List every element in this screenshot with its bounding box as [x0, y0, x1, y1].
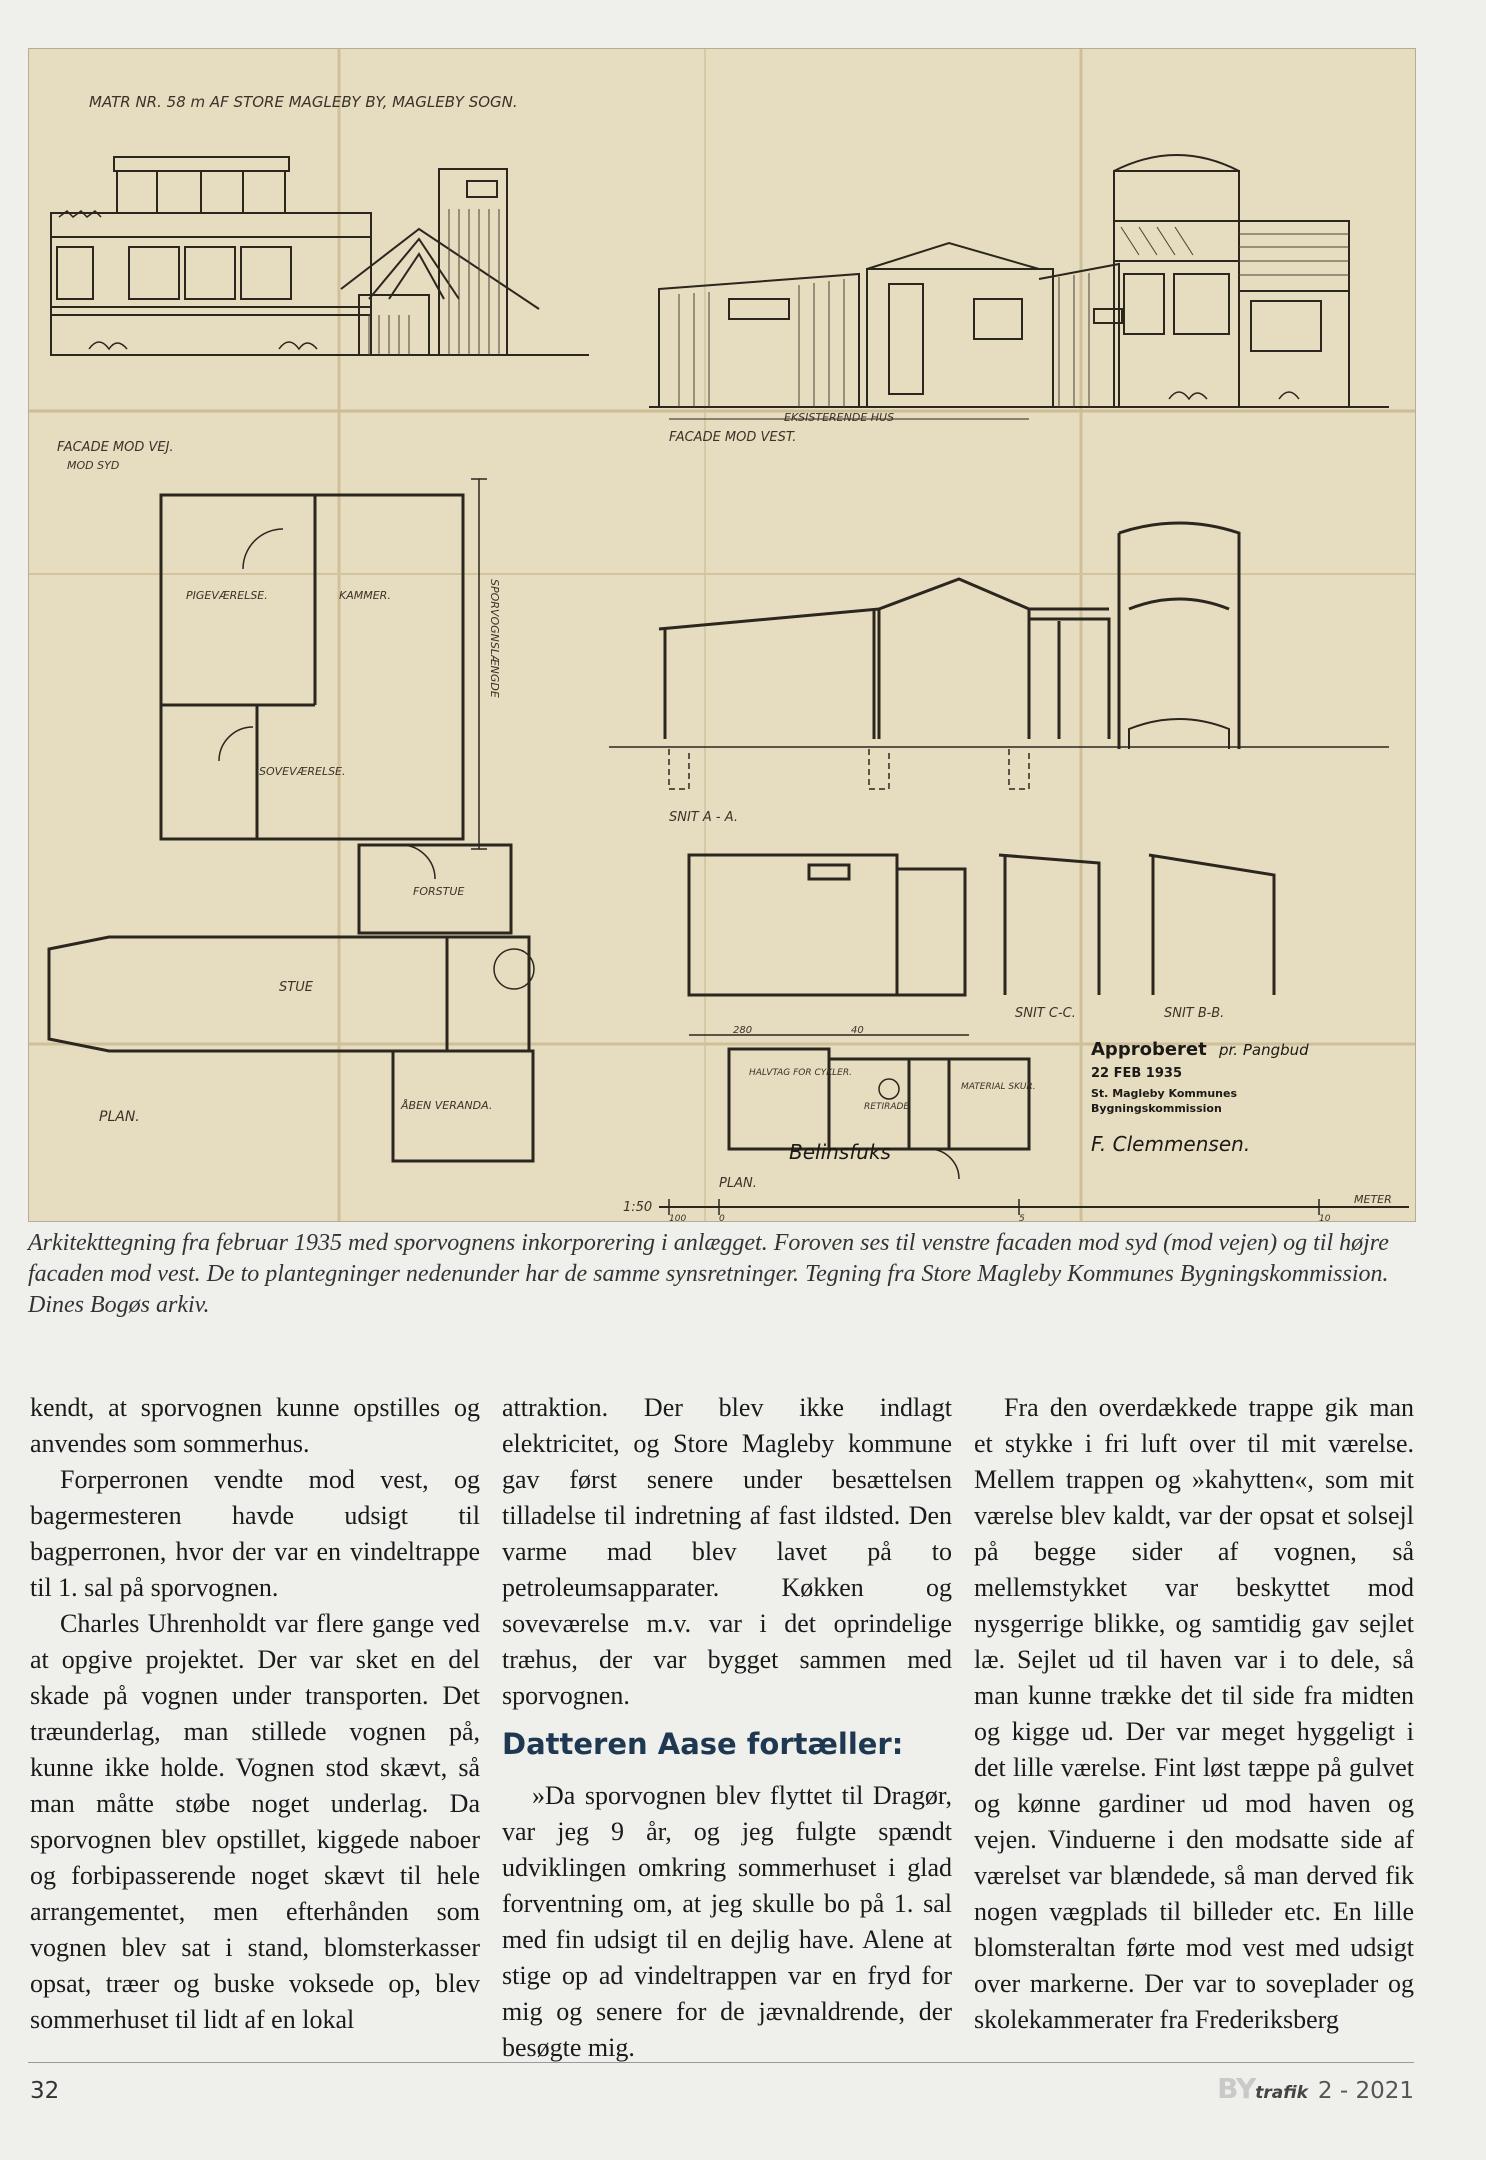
- label-dim-40: 40: [851, 1025, 864, 1036]
- footer-divider: [28, 2062, 1414, 2063]
- architect-drawing: [28, 48, 1416, 1222]
- label-room-stue: STUE: [279, 980, 313, 995]
- facade-south: [51, 157, 589, 355]
- stamp-signature: F. Clemmensen.: [1091, 1132, 1251, 1156]
- label-room-pigevaerelse: PIGEVÆRELSE.: [186, 589, 268, 602]
- label-room-sovevaerelse: SOVEVÆRELSE.: [259, 765, 346, 778]
- label-bike-shed: HALVTAG FOR CYKLER.: [749, 1068, 852, 1078]
- label-tram-length: SPORVOGNSLÆNGDE: [488, 579, 501, 698]
- label-dim-280: 280: [733, 1025, 753, 1036]
- paragraph: kendt, at sporvognen kunne opstilles og anvendes som sommerhus.: [30, 1393, 480, 1458]
- label-facade-west: FACADE MOD VEST.: [669, 430, 797, 445]
- section-aa: [609, 523, 1389, 789]
- stamp-line1: St. Magleby Kommunes: [1091, 1087, 1238, 1100]
- label-room-kammer: KAMMER.: [339, 589, 391, 602]
- label-facade-south: FACADE MOD VEJ.: [57, 440, 174, 455]
- text-column-2: [502, 1390, 952, 2066]
- stamp-title: Approberet: [1091, 1039, 1207, 1060]
- label-section-aa: SNIT A - A.: [669, 810, 738, 825]
- label-existing-house: EKSISTERENDE HUS: [784, 411, 895, 424]
- figure-caption: Arkitekttegning fra februar 1935 med sporvognens inkorporering i anlægget. Foroven ses til venstre facaden mod syd (mod vejen) og til højre facaden mod vest. De to plantegninger nedenunder har de samme synsretninger. Tegning fra Store Magleby Kommunes Bygningskommission. Dines Bogøs arkiv.: [28, 1230, 1389, 1318]
- label-open-veranda: ÅBEN VERANDA.: [401, 1099, 493, 1112]
- section-heading: Datteren Aase fortæller:: [502, 1727, 904, 1761]
- scale-ratio: 1:50: [623, 1200, 653, 1215]
- text-column-1: [30, 1390, 480, 2038]
- stamp-line2: Bygningskommission: [1091, 1102, 1222, 1115]
- scale-bar: [623, 1193, 1409, 1221]
- facade-west: [649, 155, 1389, 419]
- label-materials-shed: MATERIAL SKUR.: [961, 1082, 1036, 1092]
- paragraph: Charles Uhrenholdt var flere gange ved at opgive projektet. Der var sket en del skade på vognen under transporten. Det træunderlag, man stillede vognen på, kunne ikke holde. Vognen stod skævt, så man måtte støbe noget underlag. Da sporvognen blev opstillet, kiggede naboer og forbipasserende noget skævt til hele arrangementet, men efterhånden som vognen blev sat i stand, blomsterkasser opsat, træer og buske voksede op, blev sommerhuset til lidt af en lokal: [30, 1609, 480, 2034]
- label-facade-south-sub: MOD SYD: [67, 459, 120, 472]
- paragraph: Forperronen vendte mod vest, og bagermesteren havde udsigt til bagperronen, hvor der var en vindeltrappe til 1. sal på sporvognen.: [30, 1465, 480, 1602]
- label-plan-left: PLAN.: [99, 1109, 140, 1125]
- magazine-logo-trafik: trafik: [1255, 2083, 1308, 2103]
- page-number: 32: [30, 2078, 60, 2104]
- drawing-title: MATR NR. 58 m AF STORE MAGLEBY BY, MAGLEBY SOGN.: [89, 93, 518, 111]
- label-section-cc: SNIT C-C.: [1015, 1006, 1076, 1021]
- plan-left: [49, 479, 534, 1161]
- label-plan-bottom: PLAN.: [719, 1176, 757, 1191]
- approval-stamp: [1091, 1039, 1309, 1156]
- signature-left: Belinsfuks: [789, 1140, 891, 1164]
- scale-tick-0: 0: [719, 1214, 725, 1221]
- label-closet: RETIRADE: [864, 1102, 910, 1112]
- stamp-date: 22 FEB 1935: [1091, 1066, 1182, 1081]
- paragraph: Fra den overdækkede trappe gik man et stykke i fri luft over til mit værelse. Mellem trappen og »kahytten«, som mit værelse blev kaldt, var der opsat et solsejl på begge sider af vognen, så mellemstykket var beskyttet mod nysgerrige blikke, og samtidig gav sejlet læ. Sejlet ud til haven var i to dele, så man kunne trække det til side fra midten og kigge ud. Der var meget hyggeligt i det lille værelse. Fint løst tæppe på gulvet og kønne gardiner ud mod haven og vejen. Vinduerne i den modsatte side af værelset var blændede, så man derved fik nogen vægplads til billeder etc. En lille blomsteraltan førte mod vest med udsigt over markerne. Der var to soveplader og skolekammerater fra Frederiksberg: [974, 1393, 1414, 2034]
- magazine-footer: [1217, 2072, 1414, 2105]
- label-section-bb: SNIT B-B.: [1164, 1006, 1225, 1021]
- scale-tick-10: 10: [1319, 1214, 1331, 1221]
- label-room-forstue: FORSTUE: [413, 885, 465, 898]
- scale-unit: METER: [1354, 1193, 1392, 1206]
- stamp-handwritten: pr. Pangbud: [1219, 1041, 1309, 1059]
- paragraph: attraktion. Der blev ikke indlagt elektricitet, og Store Magleby kommune gav først senere under besættelsen tilladelse til indretning af fast ildsted. Den varme mad blev lavet på to petroleumsapparater. Køkken og soveværelse m.v. var i det oprindelige træhus, der var bygget sammen med sporvognen.: [502, 1393, 952, 1710]
- drawing-svg: [29, 49, 1415, 1221]
- scale-tick-5: 5: [1019, 1214, 1025, 1221]
- paragraph: »Da sporvognen blev flyttet til Dragør, var jeg 9 år, og jeg fulgte spændt udviklingen omkring sommerhuset i glad forventning om, at jeg skulle bo på 1. sal med fin udsigt til en dejlig have. Alene at stige op ad vindeltrappen var en fryd for mig og senere for de jævnaldrende, der besøgte mig.: [502, 1781, 952, 2062]
- magazine-logo-by: BY: [1217, 2072, 1256, 2105]
- issue-number: 2 - 2021: [1317, 2078, 1414, 2104]
- scale-tick-100: 100: [669, 1214, 687, 1221]
- text-column-3: [974, 1390, 1414, 2038]
